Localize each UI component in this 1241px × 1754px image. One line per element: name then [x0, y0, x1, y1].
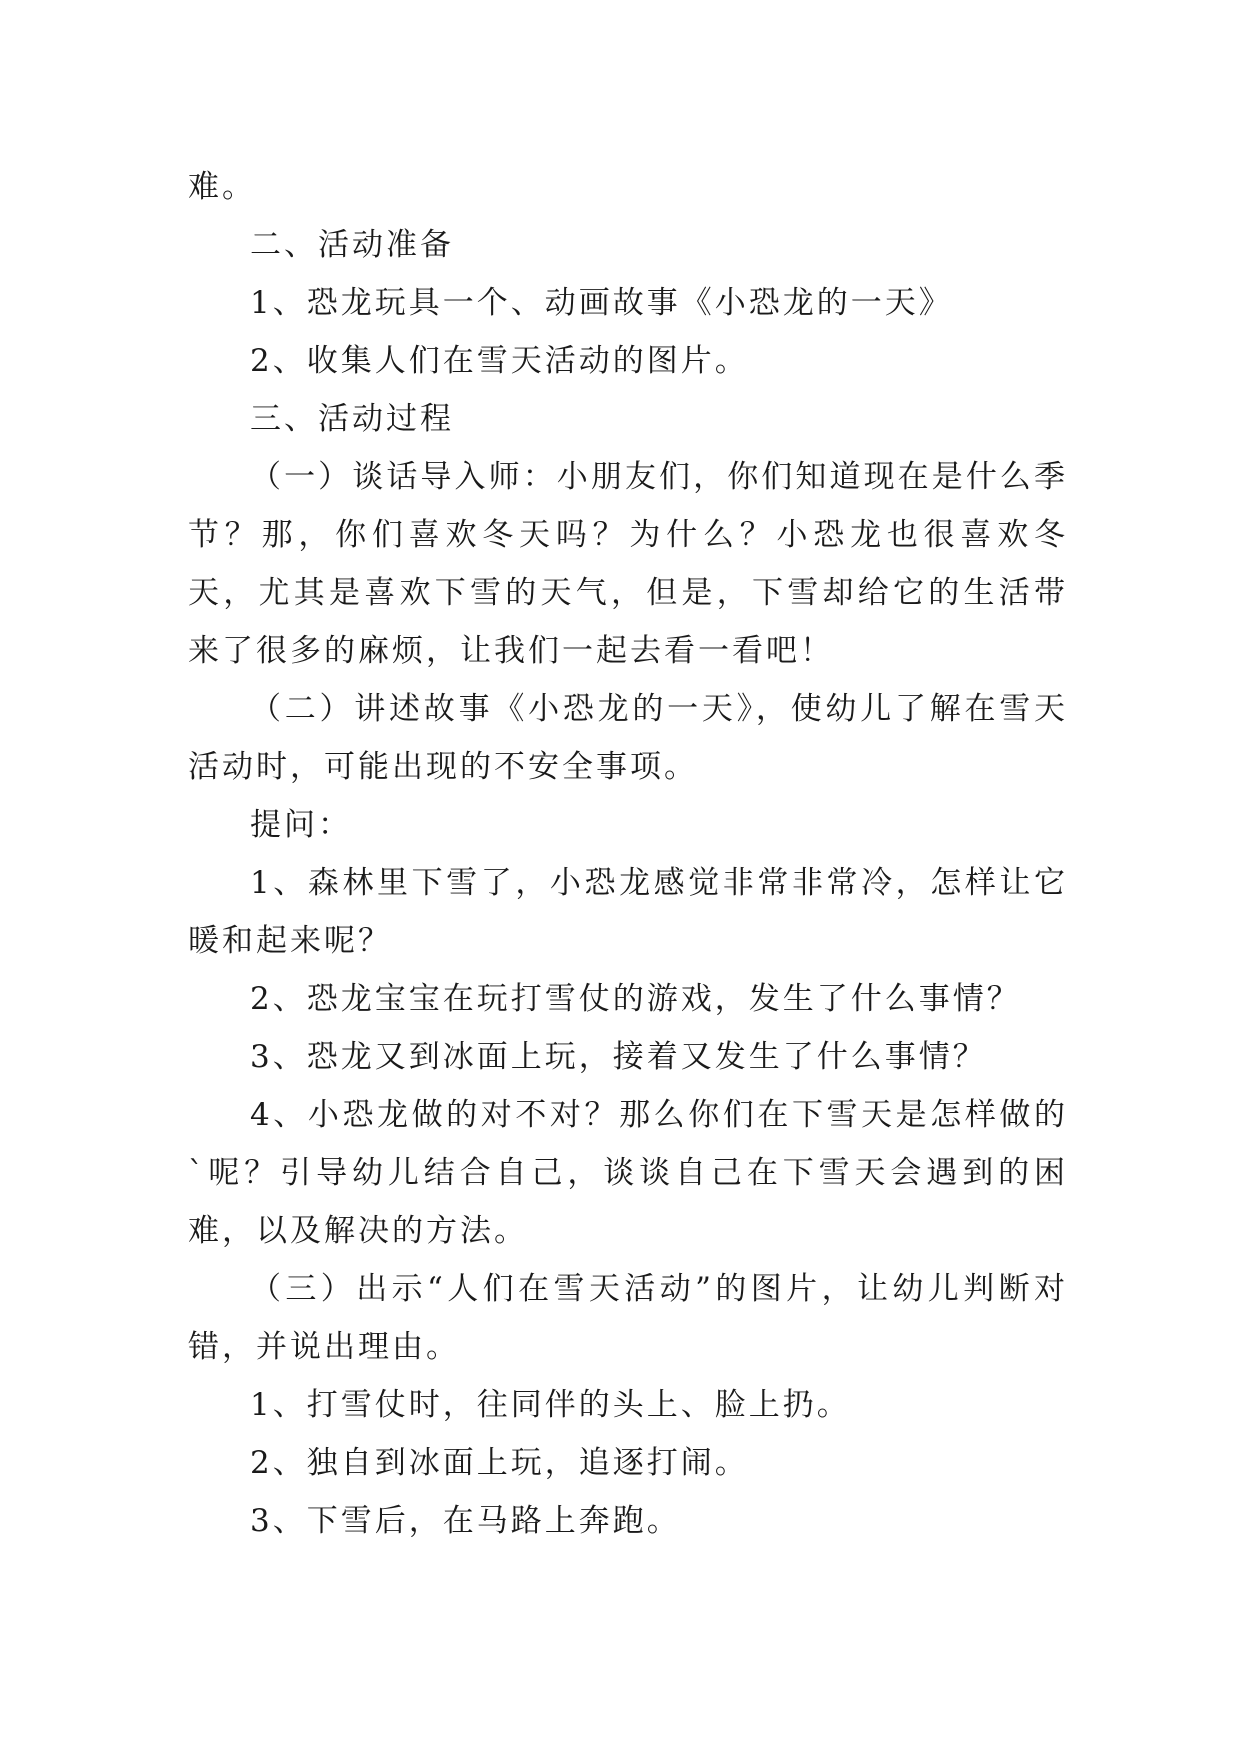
- preparation-item-1: 1、恐龙玩具一个、动画故事《小恐龙的一天》: [250, 285, 953, 321]
- question-item-3: 3、恐龙又到冰面上玩，接着又发生了什么事情？: [250, 1039, 987, 1075]
- question-item-4: 4、小恐龙做的对不对？那么你们在下雪天是怎样做的`呢？引导幼儿结合自己，谈谈自己在下雪天会遇到的困难，以及解决的方法。: [188, 1097, 1068, 1249]
- picture-item-2: 2、独自到冰面上玩，追逐打闹。: [250, 1445, 749, 1481]
- process-step-3: （三）出示“人们在雪天活动”的图片，让幼儿判断对错，并说出理由。: [188, 1271, 1068, 1365]
- picture-item-3: 3、下雪后，在马路上奔跑。: [250, 1503, 681, 1539]
- question-item-1: 1、森林里下雪了，小恐龙感觉非常非常冷，怎样让它暖和起来呢？: [188, 865, 1068, 959]
- process-step-2: （二）讲述故事《小恐龙的一天》，使幼儿了解在雪天活动时，可能出现的不安全事项。: [188, 691, 1068, 785]
- picture-item-1: 1、打雪仗时，往同伴的头上、脸上扔。: [250, 1387, 851, 1423]
- section-heading-preparation: 二、活动准备: [250, 227, 454, 263]
- section-heading-process: 三、活动过程: [250, 401, 454, 437]
- questions-label: 提问：: [250, 807, 352, 843]
- preparation-item-2: 2、收集人们在雪天活动的图片。: [250, 343, 749, 379]
- question-item-2: 2、恐龙宝宝在玩打雪仗的游戏，发生了什么事情？: [250, 981, 1021, 1017]
- process-step-1: （一）谈话导入师：小朋友们，你们知道现在是什么季节？那，你们喜欢冬天吗？为什么？小恐龙也很喜欢冬天，尤其是喜欢下雪的天气，但是，下雪却给它的生活带来了很多的麻烦，让我们一起去看一看吧！: [188, 459, 1068, 669]
- paragraph-continuation: 难。: [188, 169, 256, 205]
- document-body: [188, 158, 1068, 1550]
